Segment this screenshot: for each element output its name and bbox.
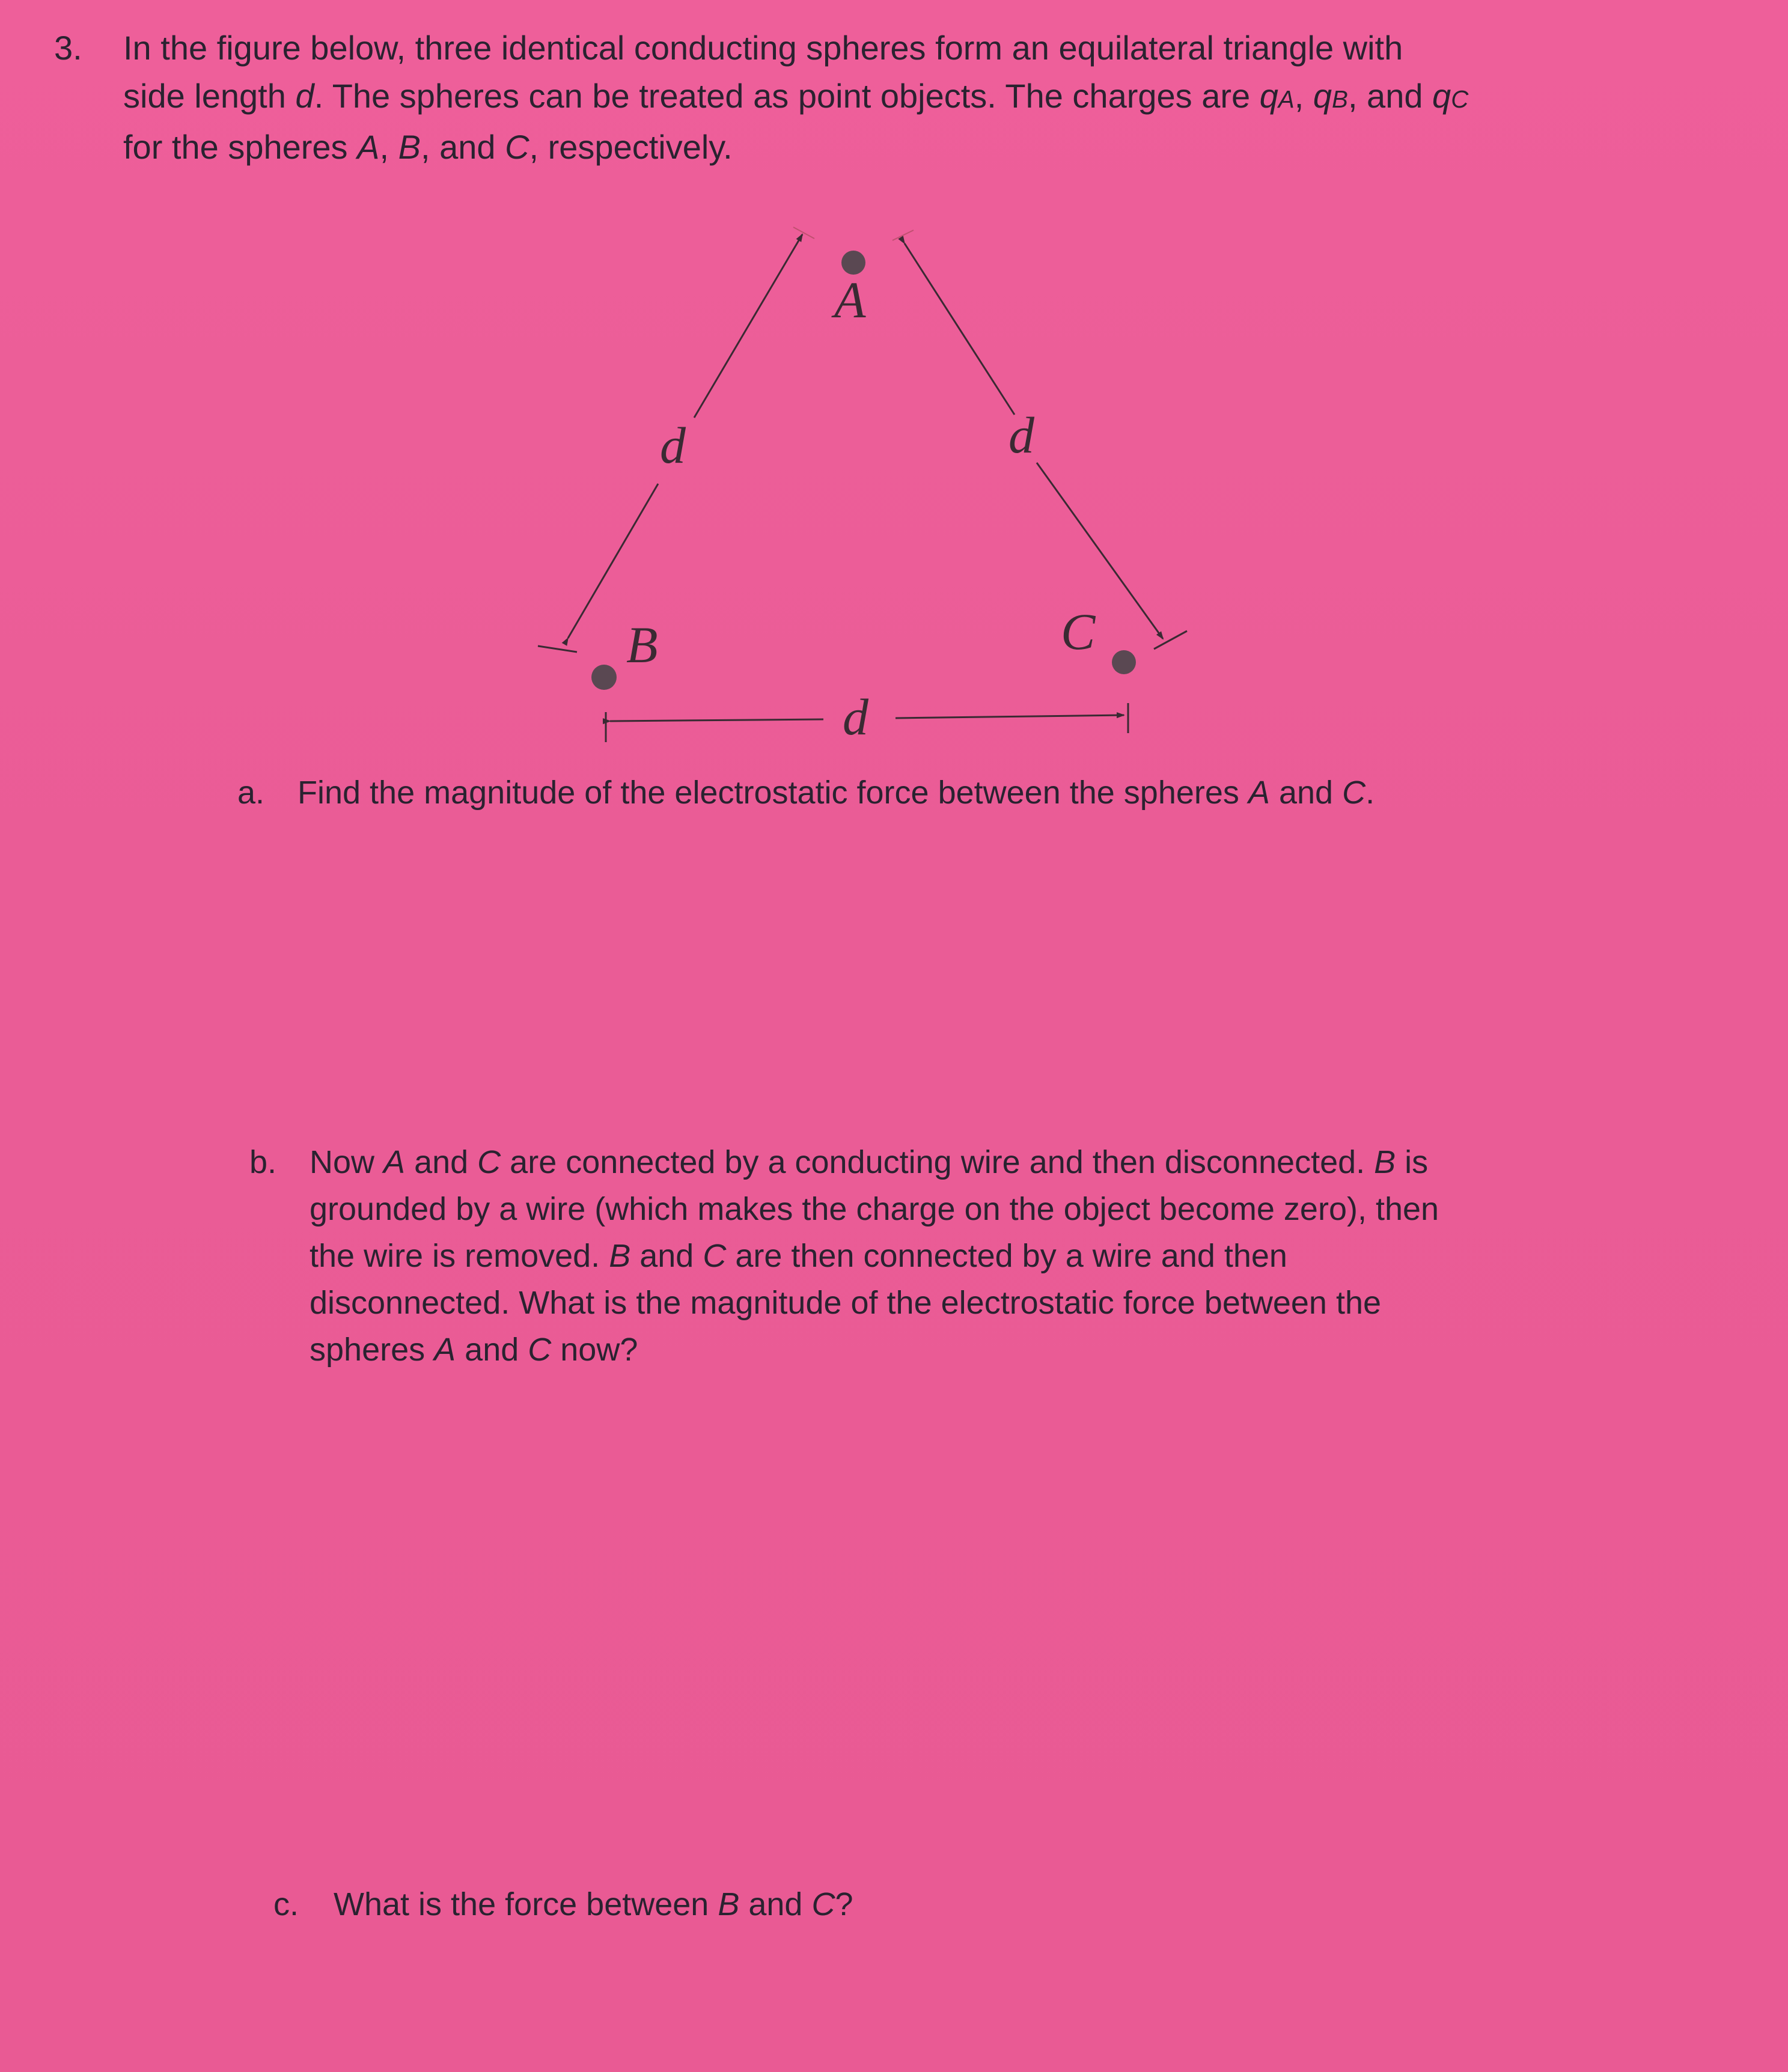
label-c: C [1061,603,1096,660]
part-c-letter: c. [273,1886,299,1922]
bottom-line-left [610,719,823,721]
sphere-c [1112,650,1136,674]
label-d-right: d [1008,406,1034,464]
label-b: B [626,616,658,674]
problem-stem [123,24,1614,171]
label-d-left: d [660,416,686,474]
sphere-b [591,665,617,690]
left-side-upper [694,234,802,418]
charge-qb: qB [1313,77,1348,115]
part-b-text [310,1139,1596,1373]
left-side-lower [568,484,658,638]
charge-qa: qA [1259,77,1295,115]
right-tick-top [892,230,914,240]
part-b-line-2: grounded by a wire (which makes the charge on the object become zero), then [310,1191,1439,1227]
charge-qc: qC [1432,77,1469,115]
part-c-text: What is the force between B and C? [334,1886,853,1922]
right-side-upper [905,243,1015,415]
left-tick-top [793,227,814,239]
part-b-line-5: spheres A and C now? [310,1332,638,1368]
bottom-line-right [896,715,1124,718]
part-b-line-1: Now A and C are connected by a conducting wire and then disconnected. B is [310,1144,1429,1180]
stem-line-1: In the figure below, three identical conducting spheres form an equilateral triangle with [123,29,1403,67]
label-a: A [834,271,866,329]
triangle-figure [529,225,1202,766]
part-b-line-3: the wire is removed. B and C are then connected by a wire and then [310,1238,1287,1274]
problem-number: 3. [54,29,82,67]
part-a-letter: a. [237,775,265,811]
part-b-line-4: disconnected. What is the magnitude of the electrostatic force between the [310,1285,1382,1321]
part-a-text: Find the magnitude of the electrostatic force between the spheres A and C. [297,775,1375,811]
part-b-letter: b. [249,1144,277,1180]
right-side-lower [1037,463,1163,639]
stem-line-3: for the spheres A, B, and C, respectively. [123,128,733,166]
label-d-bottom: d [843,688,868,746]
left-tick-bottom [538,646,577,652]
stem-line-2: side length d. The spheres can be treated as point objects. The charges are qA, qB, and qC [123,77,1469,115]
